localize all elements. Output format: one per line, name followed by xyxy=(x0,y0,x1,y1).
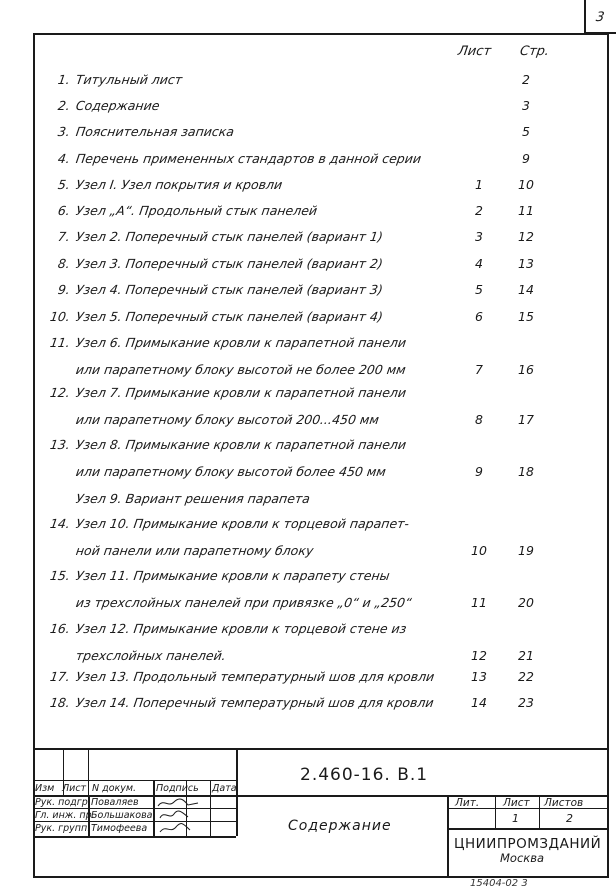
corner-page-number: 3 xyxy=(594,10,606,25)
col-header-rev: Изм xyxy=(35,783,55,794)
item-title: Узел 11. Примыкание кровли к парапету стены xyxy=(74,568,391,583)
item-sheet: 1 xyxy=(475,177,483,192)
item-title: Узел 4. Поперечный стык панелей (вариант 3) xyxy=(74,282,384,297)
item-page: 10 xyxy=(518,177,534,192)
item-title: или парапетному блоку высотой более 450 мм xyxy=(74,464,387,479)
item-title: Пояснительная записка xyxy=(74,124,236,139)
item-title: Титульный лист xyxy=(74,72,184,87)
item-page: 23 xyxy=(518,695,534,710)
item-page: 3 xyxy=(522,98,530,113)
item-number: 5. xyxy=(57,177,72,192)
item-sheet: 2 xyxy=(475,203,483,218)
item-page: 14 xyxy=(518,282,534,297)
bottom-note: 15404-02 3 xyxy=(470,878,528,889)
item-number: 11. xyxy=(49,335,72,350)
item-number: 1. xyxy=(57,72,72,87)
organization-name: ЦНИИПРОМЗДАНИЙ xyxy=(454,836,602,852)
item-number: 13. xyxy=(49,437,72,452)
item-page: 9 xyxy=(522,151,530,166)
sheet-title: Содержание xyxy=(288,818,392,834)
item-sheet: 8 xyxy=(475,412,483,427)
item-page: 19 xyxy=(518,543,534,558)
sheets-value: 2 xyxy=(566,812,573,825)
item-number: 14. xyxy=(49,516,72,531)
item-page: 16 xyxy=(518,362,534,377)
stage-label: Лит. xyxy=(455,797,480,809)
sheet-value: 1 xyxy=(512,812,519,825)
item-number: 8. xyxy=(57,256,72,271)
city: Москва xyxy=(500,851,545,865)
item-title: ной панели или парапетному блоку xyxy=(74,543,315,558)
item-page: 21 xyxy=(518,648,534,663)
item-page: 13 xyxy=(518,256,534,271)
item-page: 15 xyxy=(518,309,534,324)
col-header-date: Дата xyxy=(212,783,237,794)
item-title: Узел 9. Вариант решения парапета xyxy=(74,491,312,506)
sheet-column-header: Лист xyxy=(456,44,493,59)
signature-3 xyxy=(160,824,190,832)
item-number: 2. xyxy=(57,98,72,113)
item-page: 12 xyxy=(518,229,534,244)
item-title: Узел I. Узел покрытия и кровли xyxy=(74,177,284,192)
item-page: 22 xyxy=(518,669,534,684)
sheets-label: Листов xyxy=(544,797,584,809)
item-number: 9. xyxy=(57,282,72,297)
signer-name: Тимофеева xyxy=(91,823,148,834)
item-sheet: 4 xyxy=(475,256,483,271)
page-column-header: Стр. xyxy=(518,44,551,59)
item-page: 20 xyxy=(518,595,534,610)
item-title: или парапетному блоку высотой не более 200 мм xyxy=(74,362,407,377)
item-title: Узел 10. Примыкание кровли к торцевой парапет- xyxy=(74,516,411,531)
item-number: 4. xyxy=(57,151,72,166)
sheet-label: Лист xyxy=(503,797,530,809)
document-code: 2.460-16. В.1 xyxy=(300,765,429,785)
item-title: Узел 13. Продольный температурный шов для кровли xyxy=(74,669,436,684)
item-sheet: 11 xyxy=(471,595,487,610)
col-header-doc-no: N докум. xyxy=(92,783,137,794)
item-number: 3. xyxy=(57,124,72,139)
item-page: 18 xyxy=(518,464,534,479)
item-number: 7. xyxy=(57,229,72,244)
item-title: Узел 14. Поперечный температурный шов для кровли xyxy=(74,695,435,710)
item-sheet: 5 xyxy=(475,282,483,297)
item-title: трехслойных панелей. xyxy=(74,648,227,663)
item-title: Узел 6. Примыкание кровли к парапетной панели xyxy=(74,335,408,350)
item-number: 10. xyxy=(49,309,72,324)
item-title: Узел 5. Поперечный стык панелей (вариант 4) xyxy=(74,309,384,324)
item-page: 5 xyxy=(522,124,530,139)
item-title: Перечень примененных стандартов в данной серии xyxy=(74,151,423,166)
item-title: из трехслойных панелей при привязке „0“ и „250“ xyxy=(74,595,413,610)
item-page: 17 xyxy=(518,412,534,427)
item-title: Узел „А“. Продольный стык панелей xyxy=(74,203,319,218)
item-title: Узел 8. Примыкание кровли к парапетной панели xyxy=(74,437,408,452)
item-sheet: 9 xyxy=(475,464,483,479)
item-sheet: 3 xyxy=(475,229,483,244)
item-title: Узел 2. Поперечный стык панелей (вариант 1) xyxy=(74,229,384,244)
item-title: Узел 12. Примыкание кровли к торцевой стене из xyxy=(74,621,408,636)
item-sheet: 6 xyxy=(475,309,483,324)
signature-2 xyxy=(160,811,188,818)
item-number: 12. xyxy=(49,385,72,400)
item-number: 15. xyxy=(49,568,72,583)
signatures xyxy=(154,796,210,836)
signer-name: Большакова xyxy=(91,810,153,821)
item-sheet: 12 xyxy=(471,648,487,663)
col-header-sheet: Лист xyxy=(62,783,87,794)
item-sheet: 14 xyxy=(471,695,487,710)
item-number: 17. xyxy=(49,669,72,684)
col-header-signature: Подпись xyxy=(156,783,199,794)
item-title: Узел 7. Примыкание кровли к парапетной панели xyxy=(74,385,408,400)
signature-1 xyxy=(158,799,198,806)
item-number: 6. xyxy=(57,203,72,218)
item-page: 2 xyxy=(522,72,530,87)
signer-role: Рук. групп. xyxy=(35,823,91,834)
item-title: Содержание xyxy=(74,98,161,113)
signer-role: Рук. подгр. xyxy=(35,797,91,808)
item-title: или парапетному блоку высотой 200...450 мм xyxy=(74,412,380,427)
signer-role: Гл. инж. пр. xyxy=(35,810,95,821)
item-number: 18. xyxy=(49,695,72,710)
item-title: Узел 3. Поперечный стык панелей (вариант 2) xyxy=(74,256,384,271)
item-sheet: 13 xyxy=(471,669,487,684)
item-sheet: 10 xyxy=(471,543,487,558)
item-sheet: 7 xyxy=(475,362,483,377)
item-page: 11 xyxy=(518,203,534,218)
item-number: 16. xyxy=(49,621,72,636)
signer-name: Поваляев xyxy=(91,797,139,808)
